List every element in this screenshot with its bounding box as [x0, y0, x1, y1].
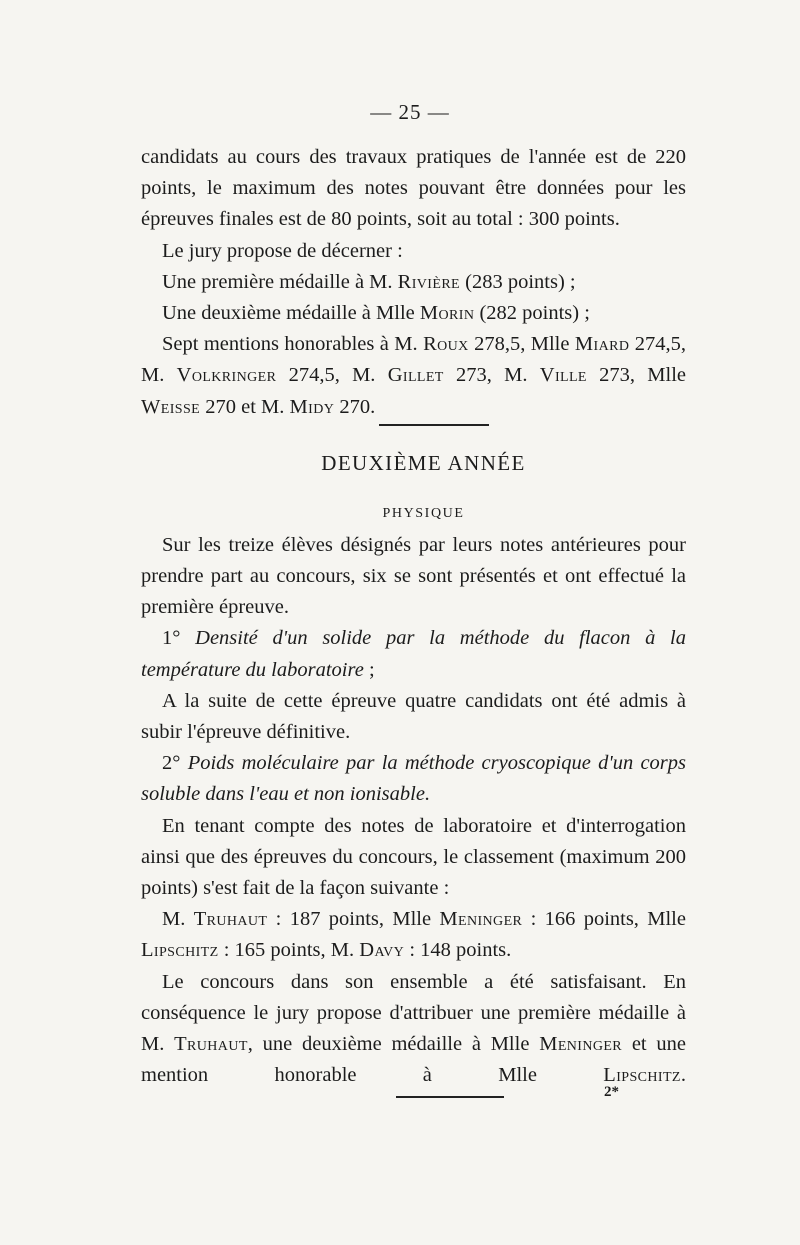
physique-paragraph-1: Sur les treize élèves désignés par leurs notes antérieures pour prendre part au concours, six se sont présentés et ont effectué la première épreuve. [141, 533, 686, 619]
section-title: DEUXIÈME ANNÉE [321, 450, 526, 475]
jury-intro: Le jury propose de décerner : [162, 239, 403, 262]
second-medal-line: Une deuxième médaille à Mlle Morin (282 points) ; [162, 302, 590, 325]
intro-paragraph: candidats au cours des travaux pratiques de l'année est de 220 points, le maximum des notes pouvant être données pour les épreuves finales est de 80 points, soit au total : 300 points. [141, 146, 686, 231]
conclusion-paragraph: Le concours dans son ensemble a été satisfaisant. En conséquence le jury propose d'attribuer une première médaille à M. Truhaut, une deuxième médaille à Mlle Meninger et une mention honorable à Mlle Lipschitz. [141, 970, 686, 1087]
signature-mark: 2* [604, 1084, 619, 1100]
end-divider [396, 1096, 504, 1098]
physique-paragraph-3: En tenant compte des notes de laboratoire et d'interrogation ainsi que des épreuves du concours, le classement (maximum 200 points) s'est fait de la façon suivante : [141, 814, 686, 900]
winner-name: Rivière [397, 270, 461, 293]
first-medal-line: Une première médaille à M. Rivière (283 points) ; [162, 270, 576, 293]
second-test: 2° Poids moléculaire par la méthode cryoscopique d'un corps soluble dans l'eau et non ionisable. [141, 752, 686, 806]
first-test: 1° Densité d'un solide par la méthode du flacon à la température du laboratoire ; [141, 627, 687, 681]
page-number: — 25 — [370, 100, 450, 124]
section-divider [379, 424, 489, 426]
ranking-paragraph: M. Truhaut : 187 points, Mlle Meninger : 166 points, Mlle Lipschitz : 165 points, M. Davy : 148 points. [141, 908, 686, 962]
physique-paragraph-2: A la suite de cette épreuve quatre candidats ont été admis à subir l'épreuve définitive. [141, 689, 686, 744]
page-body [141, 142, 686, 1098]
winner-name: Morin [419, 302, 475, 325]
subsection-title: PHYSIQUE [382, 505, 465, 521]
honorable-mentions: Sept mentions honorables à M. Roux 278,5, Mlle Miard 274,5, M. Volkringer 274,5, M. Gillet 273, M. Ville 273, Mlle Weisse 270 et M. Midy 270. [141, 333, 687, 418]
